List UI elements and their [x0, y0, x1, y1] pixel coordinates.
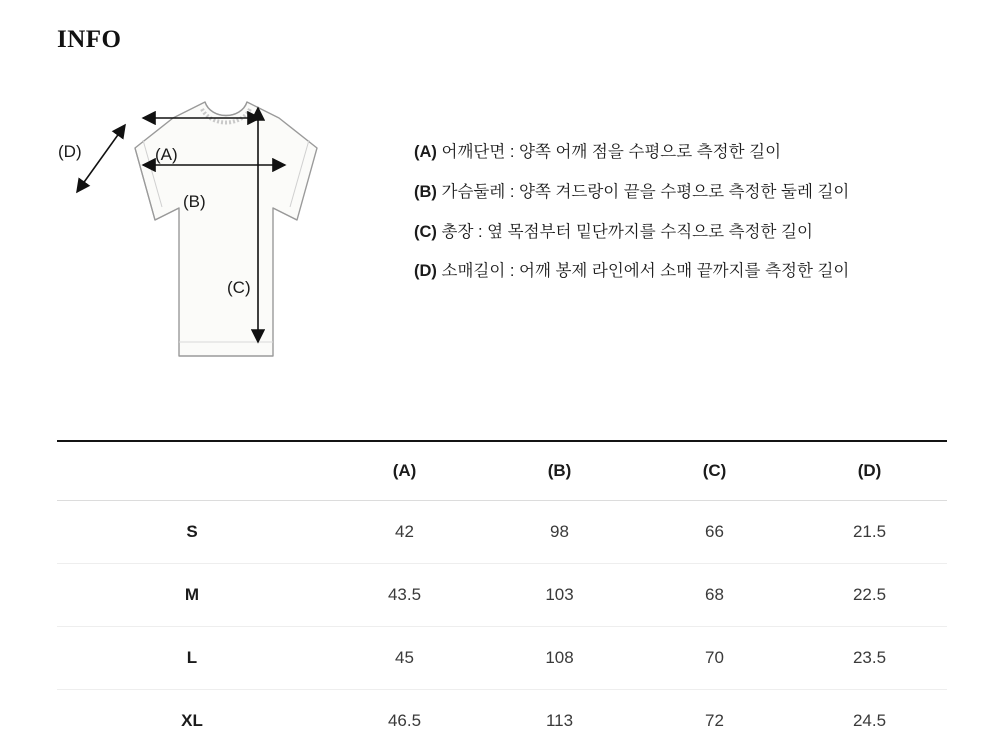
- diagram-label-b: (B): [183, 192, 206, 212]
- cell-d: 21.5: [792, 501, 947, 564]
- cell-b: 98: [482, 501, 637, 564]
- size-table: [57, 440, 947, 752]
- measurement-legend: [414, 143, 984, 282]
- cell-c: 66: [637, 501, 792, 564]
- page-title: INFO: [57, 26, 122, 54]
- cell-d: 23.5: [792, 627, 947, 690]
- measure-line-d: [77, 125, 125, 192]
- cell-size: L: [57, 627, 327, 690]
- size-table-body: [57, 501, 947, 752]
- diagram-label-d: (D): [58, 142, 82, 162]
- diagram-label-c: (C): [227, 278, 251, 298]
- cell-c: 70: [637, 627, 792, 690]
- table-row: [57, 564, 947, 627]
- column-header-d: (D): [792, 441, 947, 501]
- cell-size: M: [57, 564, 327, 627]
- legend-text-b: 가슴둘레 : 양쪽 겨드랑이 끝을 수평으로 측정한 둘레 길이: [442, 183, 850, 201]
- cell-a: 42: [327, 501, 482, 564]
- column-header-b: (B): [482, 441, 637, 501]
- column-header-a: (A): [327, 441, 482, 501]
- table-row: [57, 501, 947, 564]
- legend-text-d: 소매길이 : 어깨 봉제 라인에서 소매 끝까지를 측정한 길이: [442, 262, 850, 280]
- legend-key-d: (D): [414, 262, 437, 280]
- legend-text-c: 총장 : 옆 목점부터 밑단까지를 수직으로 측정한 길이: [442, 223, 813, 241]
- cell-d: 22.5: [792, 564, 947, 627]
- legend-key-c: (C): [414, 223, 437, 241]
- table-row: [57, 627, 947, 690]
- cell-b: 103: [482, 564, 637, 627]
- size-table-head: [57, 441, 947, 501]
- legend-item-d: [414, 262, 984, 282]
- legend-item-a: [414, 143, 984, 163]
- diagram-label-a: (A): [155, 145, 178, 165]
- cell-b: 113: [482, 690, 637, 752]
- cell-d: 24.5: [792, 690, 947, 752]
- legend-item-b: [414, 183, 984, 203]
- column-header-size: [57, 441, 327, 501]
- legend-text-a: 어깨단면 : 양쪽 어깨 점을 수평으로 측정한 길이: [442, 143, 782, 161]
- table-header-row: [57, 441, 947, 501]
- legend-key-a: (A): [414, 143, 437, 161]
- cell-c: 68: [637, 564, 792, 627]
- cell-c: 72: [637, 690, 792, 752]
- cell-size: XL: [57, 690, 327, 752]
- cell-a: 46.5: [327, 690, 482, 752]
- legend-key-b: (B): [414, 183, 437, 201]
- cell-a: 43.5: [327, 564, 482, 627]
- table-row: [57, 690, 947, 752]
- legend-item-c: [414, 223, 984, 243]
- tshirt-shape: [135, 102, 317, 356]
- column-header-c: (C): [637, 441, 792, 501]
- measurement-diagram: [55, 80, 395, 380]
- cell-size: S: [57, 501, 327, 564]
- cell-a: 45: [327, 627, 482, 690]
- cell-b: 108: [482, 627, 637, 690]
